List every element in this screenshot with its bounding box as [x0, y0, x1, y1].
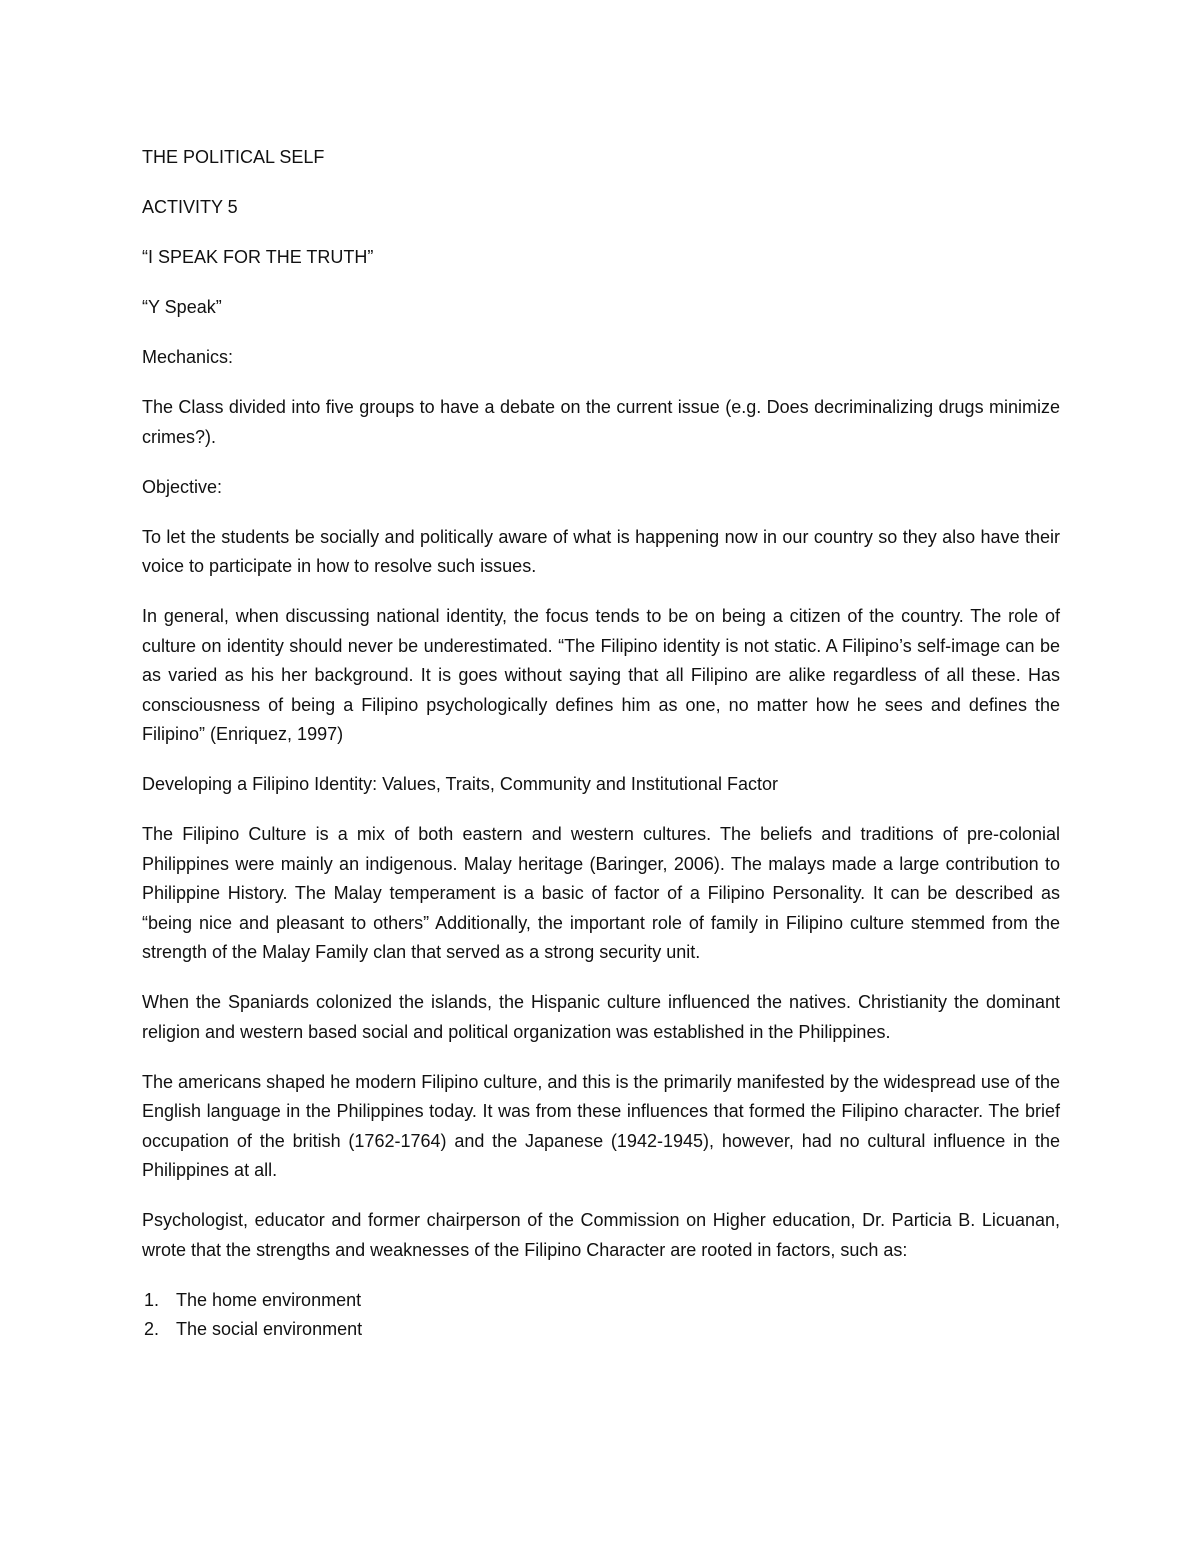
mechanics-text: The Class divided into five groups to have a debate on the current issue (e.g. Does decriminalizing drugs minimize crimes?).	[142, 397, 1060, 447]
list-item-number: 1.	[144, 1289, 160, 1310]
list-item-text: The home environment	[176, 1289, 362, 1310]
paragraph-licuanan: Psychologist, educator and former chairperson of the Commission on Higher education, Dr. Particia B. Licuanan, wrote that the strengths and weaknesses of the Filipino Character are rooted in factors, such as:	[142, 1210, 1060, 1260]
paragraph-filipino-culture: The Filipino Culture is a mix of both eastern and western cultures. The beliefs and traditions of pre-colonial Philippines were mainly an indigenous. Malay heritage (Baringer, 2006). The malays made a large contribution to Philippine History. The Malay temperament is a basic of factor of a Filipino Personality. It can be described as “being nice and pleasant to others” Additionally, the important role of family in Filipino culture stemmed from the strength of the Malay Family clan that served as a strong security unit.	[142, 824, 1060, 962]
list-item	[142, 1286, 1060, 1316]
paragraph-national-identity: In general, when discussing national identity, the focus tends to be on being a citizen of the country. The role of culture on identity should never be underestimated. “The Filipino identity is not static. A Filipino’s self-image can be as varied as his her background. It is goes without saying that all Filipino are alike regardless of all these. Has consciousness of being a Filipino psychologically defines him as one, no matter how he sees and defines the Filipino” (Enriquez, 1997)	[142, 606, 1060, 744]
paragraph-americans: The americans shaped he modern Filipino culture, and this is the primarily manifested by the widespread use of the English language in the Philippines today. It was from these influences that formed the Filipino character. The brief occupation of the british (1762-1764) and the Japanese (1942-1945), however, had no cultural influence in the Philippines at all.	[142, 1071, 1060, 1180]
document-title: THE POLITICAL SELF	[142, 147, 325, 167]
factors-list	[142, 1286, 1060, 1345]
paragraph-spaniards: When the Spaniards colonized the islands, the Hispanic culture influenced the natives. Christianity the dominant religion and western based social and political organization was established in the Philippines.	[142, 992, 1060, 1042]
objective-heading: Objective:	[142, 476, 223, 497]
activity-label: ACTIVITY 5	[142, 197, 238, 217]
mechanics-heading: Mechanics:	[142, 347, 234, 367]
list-item	[142, 1315, 1060, 1345]
section-heading: Developing a Filipino Identity: Values, Traits, Community and Institutional Factor	[142, 774, 778, 794]
list-item-text: The social environment	[176, 1319, 363, 1339]
list-item-number: 2.	[144, 1319, 160, 1339]
activity-subtitle: “I SPEAK FOR THE TRUTH”	[142, 247, 374, 267]
objective-text: To let the students be socially and politically aware of what is happening now in our country so they also have their voice to participate in how to resolve such issues.	[142, 526, 1060, 576]
document-body	[142, 143, 1060, 1345]
activity-tagline: “Y Speak”	[142, 297, 222, 317]
